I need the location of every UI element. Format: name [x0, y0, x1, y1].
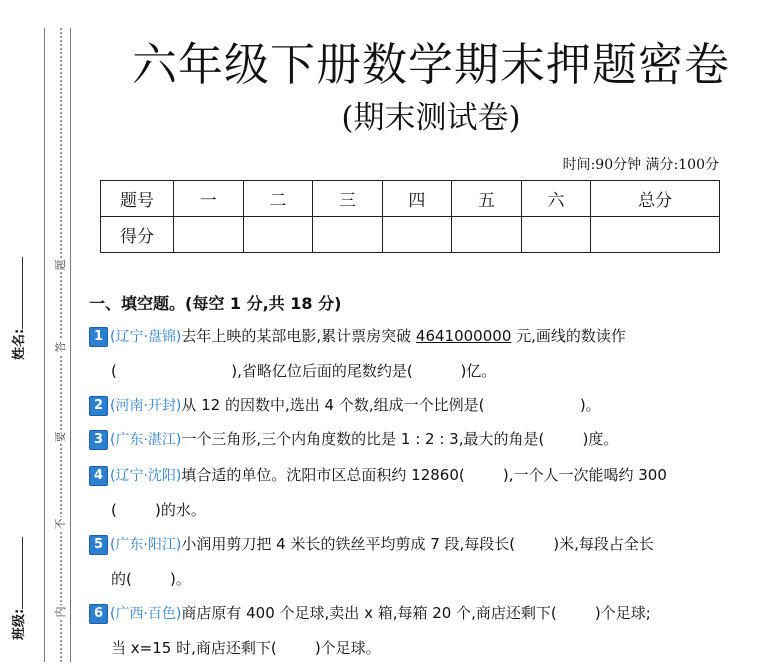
question-line: ( ),省略亿位后面的尾数约是( )亿。	[111, 362, 497, 380]
question-source: (广东·湛江)	[110, 432, 182, 448]
score-value-row	[101, 217, 720, 253]
score-header-cell: 四	[382, 181, 452, 217]
question-source: (广东·阳江)	[110, 537, 182, 553]
question-source: (河南·开封)	[110, 398, 182, 414]
score-input-cell[interactable]	[243, 217, 313, 253]
score-header-cell: 六	[521, 181, 591, 217]
question-text: 从 12 的因数中,选出 4 个数,组成一个比例是( )。	[181, 396, 601, 414]
question-6	[89, 596, 739, 665]
question-source: (辽宁·盘锦)	[110, 329, 182, 345]
question-text: 商店原有 400 个足球,卖出 x 箱,每箱 20 个,商店还剩下( )个足球;	[181, 604, 651, 622]
question-source: (广西·百色)	[110, 606, 182, 622]
name-underline[interactable]	[12, 257, 23, 329]
score-header-cell: 题号	[101, 181, 174, 217]
question-line	[89, 596, 739, 631]
question-3	[89, 422, 739, 457]
question-1	[89, 319, 739, 388]
seal-char: 内	[54, 606, 67, 618]
question-text: 元,画线的数读作	[511, 327, 626, 345]
score-header-cell: 五	[452, 181, 522, 217]
question-number: 1	[89, 327, 108, 347]
question-5	[89, 527, 739, 596]
name-label: 姓名:	[12, 328, 27, 360]
class-underline[interactable]	[12, 537, 23, 609]
question-text: 去年上映的某部电影,累计票房突破	[181, 327, 416, 345]
score-table	[100, 180, 720, 253]
section-title: 一、填空题。(每空 1 分,共 18 分)	[89, 294, 342, 313]
score-row-label: 得分	[101, 217, 174, 253]
score-input-cell[interactable]	[591, 217, 720, 253]
margin-line-left	[44, 28, 45, 662]
question-line	[89, 458, 739, 493]
question-line	[89, 388, 739, 423]
score-input-cell[interactable]	[174, 217, 244, 253]
score-input-cell[interactable]	[521, 217, 591, 253]
question-2	[89, 388, 739, 423]
question-text: 小润用剪刀把 4 米长的铁丝平均剪成 7 段,每段长( )米,每段占全长	[181, 535, 654, 553]
question-number: 5	[89, 535, 108, 555]
seal-char: 答	[54, 341, 67, 353]
binding-margin	[0, 0, 80, 662]
name-field[interactable]	[8, 257, 27, 360]
question-number: 3	[89, 430, 108, 450]
question-text: 填合适的单位。沈阳市区总面积约 12860( ),一个人一次能喝约 300	[181, 466, 667, 484]
score-header-cell: 一	[174, 181, 244, 217]
class-label: 班级:	[12, 608, 27, 640]
question-number: 6	[89, 604, 108, 624]
question-number: 2	[89, 396, 108, 416]
score-header-cell: 三	[313, 181, 383, 217]
question-4	[89, 458, 739, 527]
score-input-cell[interactable]	[313, 217, 383, 253]
seal-char: 要	[54, 431, 67, 443]
score-input-cell[interactable]	[452, 217, 522, 253]
exam-subtitle: (期末测试卷)	[341, 100, 521, 136]
question-text: 一个三角形,三个内角度数的比是 1 : 2 : 3,最大的角是( )度。	[181, 430, 619, 448]
seal-char: 不	[54, 518, 67, 530]
margin-line-right	[70, 28, 71, 662]
exam-meta: 时间:90分钟 满分:100分	[562, 157, 719, 173]
exam-title: 六年级下册数学期末押题密卷	[131, 38, 730, 91]
question-line: ( )的水。	[111, 501, 206, 519]
question-line	[89, 527, 739, 562]
score-header-cell: 总分	[591, 181, 720, 217]
score-header-cell: 二	[243, 181, 313, 217]
question-line	[89, 422, 739, 457]
question-line	[89, 319, 739, 354]
question-line: 当 x=15 时,商店还剩下( )个足球。	[111, 639, 381, 657]
seal-char: 题	[54, 259, 67, 271]
question-source: (辽宁·沈阳)	[110, 468, 182, 484]
question-line: 的( )。	[111, 570, 191, 588]
underlined-number: 4641000000	[415, 327, 512, 345]
score-header-row	[101, 181, 720, 217]
question-number: 4	[89, 466, 108, 486]
class-field[interactable]	[8, 537, 27, 640]
score-input-cell[interactable]	[382, 217, 452, 253]
